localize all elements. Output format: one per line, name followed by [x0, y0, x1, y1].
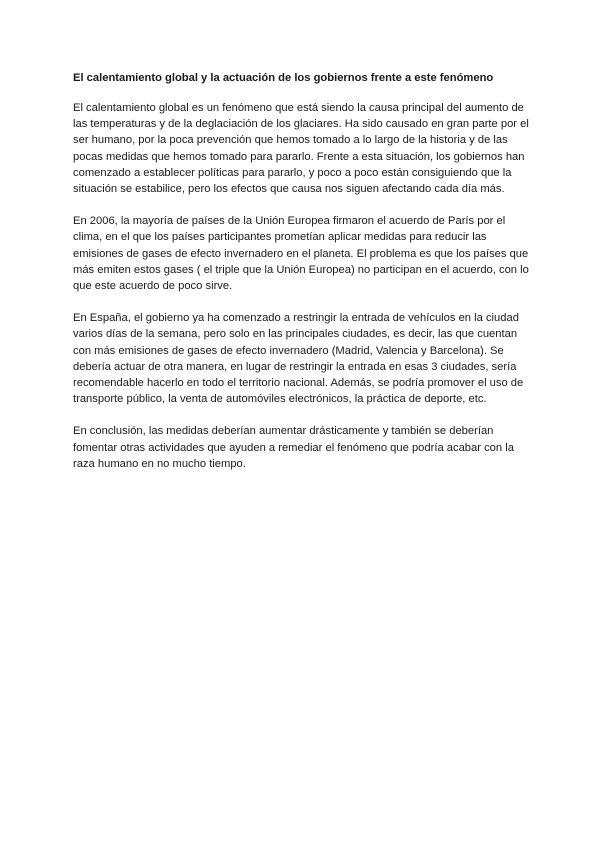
paragraph-conclusion: En conclusión, las medidas deberían aumentar drásticamente y también se deberían fomentar otras actividades que ayuden a remediar el fenómeno que podría acabar con la raza humano en no mucho tiempo. [73, 425, 514, 470]
paragraph-spain-measures: En España, el gobierno ya ha comenzado a restringir la entrada de vehículos en la ciudad varios días de la semana, pero solo en las principales ciudades, es decir, las que cuentan con más emisiones de gases de efecto invernadero (Madrid, Valencia y Barcelona). Se debería actuar de otra manera, en lugar de restringir la entrada en esas 3 ciudades, sería recomendable hacerlo en todo el territorio nacional. Además, se podría promover el uso de transporte público, la venta de automóviles electrónicos, la práctica de deporte, etc. [73, 312, 524, 406]
paragraph-paris-agreement: En 2006, la mayoría de países de la Unión Europea firmaron el acuerdo de París por el clima, en el que los países participantes prometían aplicar medidas para reducir las emisiones de gases de efecto invernadero en el planeta. El problema es que los países que más emiten estos gases ( el triple que la Unión Europea) no participan en el acuerdo, con lo que este acuerdo de poco sirve. [73, 215, 529, 293]
document-title: El calentamiento global y la actuación de los gobiernos frente a este fenómeno [73, 72, 494, 84]
paragraph-introduction: El calentamiento global es un fenómeno que está siendo la causa principal del aumento de las temperaturas y de la deglaciación de los glaciares. Ha sido causado en gran parte por el ser humano, por la poca prevención que hemos tomado a lo largo de la historia y de las pocas medidas que hemos tomado para pararlo. Frente a esta situación, los gobiernos han comenzado a establecer políticas para pararlo, y poco a poco están consiguiendo que la situación se estabilice, pero los efectos que causa nos siguen afectando cada día más. [73, 102, 529, 196]
document-body [73, 70, 529, 488]
